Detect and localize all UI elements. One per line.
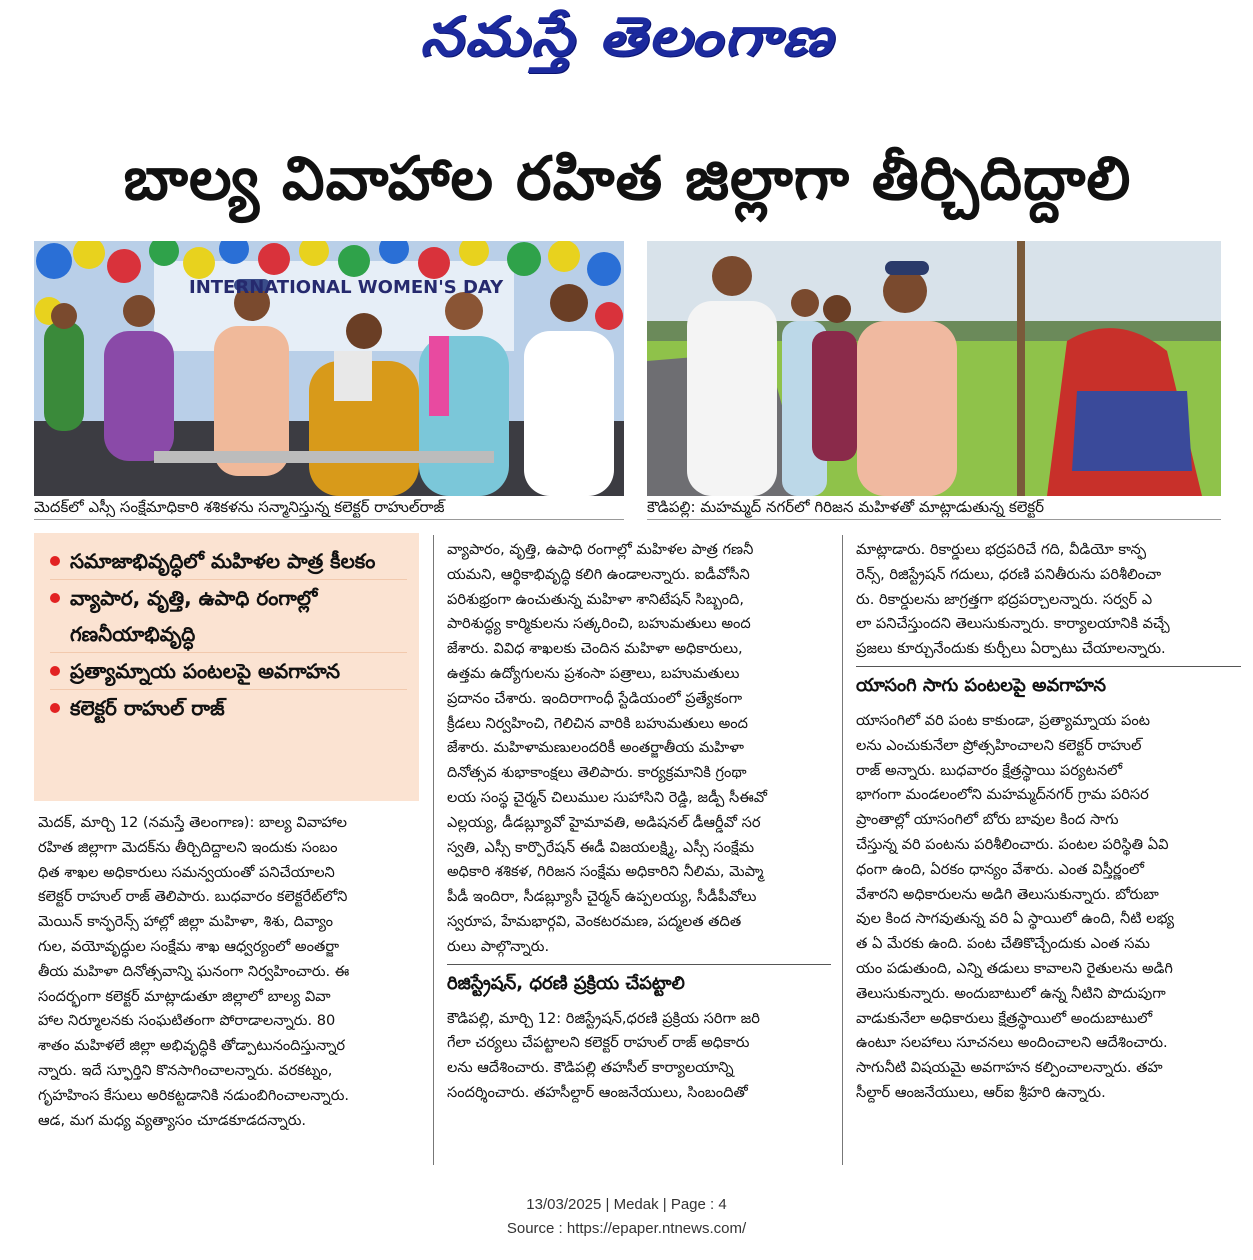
masthead-title: నమస్తే తెలంగాణ <box>419 4 834 68</box>
text-line: తీయ మహిళా దినోత్సవాన్ని ఘనంగా నిర్వహించారు. ఈ <box>38 962 350 980</box>
bullet-icon <box>50 703 60 713</box>
masthead-logo <box>0 2 1253 84</box>
bullet-icon <box>50 593 60 603</box>
bullet-icon <box>50 556 60 566</box>
highlight-item: వ్యాపార, వృత్తి, ఉపాధి రంగాల్లో గణనీయాభివృద్ధి <box>50 580 407 653</box>
photo-right-illustration <box>647 241 1221 496</box>
text-line: క్రీడలు నిర్వహించి, గెలిచిన వారికి బహుమతులు అంద <box>447 714 748 732</box>
text-line: పారిశుద్ధ్య కార్మికులను సత్కరించి, బహుమతులు అంద <box>447 615 751 633</box>
photo-right-caption: కౌడిపల్లి: మహమ్మద్ నగర్‌లో గిరిజన మహిళతో మాట్లాడుతున్న కలెక్టర్ <box>647 495 1221 520</box>
text-line: సందర్భంగా కలెక్టర్ మాట్లాడుతూ జిల్లాలో బాల్య వివా <box>38 987 331 1005</box>
text-line: రు. రికార్డులను జాగ్రత్తగా భద్రపర్చాలన్నారు. సర్వర్ ఎ <box>856 590 1153 608</box>
headline <box>20 138 1235 234</box>
headline-text: బాల్య వివాహాల రహిత జిల్లాగా తీర్చిదిద్దాలి <box>123 144 1132 214</box>
highlight-item: ప్రత్యామ్నాయ పంటలపై అవగాహన <box>50 653 407 690</box>
photo-left-caption: మెదక్‌లో ఎస్సీ సంక్షేమాధికారి శశికళను సన్మానిస్తున్న కలెక్టర్ రాహుల్‌రాజ్ <box>34 495 624 520</box>
text-line: హాల నిర్మూలనకు సంఘటితంగా పోరాడాలన్నారు. 80 <box>38 1012 336 1030</box>
text-line: స్వతి, ఎస్సీ కార్పొరేషన్ ఈడీ విజయలక్ష్మి, ఎస్సీ సంక్షేమ <box>447 838 755 856</box>
text-line: సాగునీటి విషయమై అవగాహన కల్పించాలన్నారు. తహ <box>856 1059 1163 1077</box>
text-line: గేలా చర్యలు చేపట్టాలని కలెక్టర్ రాహుల్ రాజ్ అధికారు <box>447 1034 750 1052</box>
text-line: తెలుసుకున్నారు. అందుబాటులో ఉన్న నీటిని పొదుపుగా <box>856 984 1166 1002</box>
photo-women-day-event <box>34 241 624 496</box>
highlight-item: కలెక్టర్ రాహుల్ రాజ్ <box>50 690 407 726</box>
highlight-item: సమాజాభివృద్ధిలో మహిళల పాత్ర కీలకం <box>50 543 407 580</box>
text-line: త ఏ మేరకు ఉంది. పంట చేతికొచ్చేందుకు ఎంత సమ <box>856 935 1150 953</box>
text-line: చేస్తున్న వరి పంటను పరిశీలించారు. పంటల పరిస్థితి ఏవి <box>856 835 1169 853</box>
article-column-1 <box>38 811 420 1133</box>
subheading-yasangi: యాసంగి సాగు పంటలపై అవగాహన <box>856 666 1241 701</box>
text-line: వాడుకునేలా అధికారులు క్షేత్రస్థాయిలో అందుబాటులో <box>856 1009 1153 1027</box>
text-line: ధిత శాఖల అధికారులు సమన్వయంతో పనిచేయాలని <box>38 863 335 881</box>
text-line: లయ సంస్థ చైర్మన్ చిలుముల సుహాసిని రెడ్డి, జడ్పీ సీఈవో <box>447 788 767 806</box>
text-line: వ్యాపారం, వృత్తి, ఉపాధి రంగాల్లో మహిళల పాత్ర గణనీ <box>447 541 754 558</box>
text-line: జేశారు. వివిధ శాఖలకు చెందిన మహిళా అధికారులు, <box>447 640 743 658</box>
article-column-3 <box>856 538 1241 1106</box>
text-line: లను ఎంచుకునేలా ప్రోత్సహించాలని కలెక్టర్ రాహుల్ <box>856 736 1142 754</box>
text-line: కౌడిపల్లి, మార్చి 12: రిజిస్ట్రేషన్,ధరణి ప్రక్రియ సరిగా జరి <box>447 1009 760 1027</box>
photo-field-visit <box>647 241 1221 496</box>
highlights-box <box>34 533 419 801</box>
photo-left-illustration <box>34 241 624 496</box>
text-line: పరిశుభ్రంగా ఉంచుతున్న మహిళా శానిటేషన్ సిబ్బంది, <box>447 590 744 608</box>
text-line: లను ఆదేశించారు. కౌడిపల్లి తహసీల్ కార్యాలయాన్ని <box>447 1059 734 1077</box>
text-line: మెదక్, మార్చి 12 (నమస్తే తెలంగాణ): బాల్య వివాహాల <box>38 814 347 831</box>
text-line: రహిత జిల్లాగా మెదక్‌ను తీర్చిదిద్దాలని ఇందుకు సంబం <box>38 838 338 856</box>
text-line: ఉత్తమ ఉద్యోగులను ప్రశంసా పత్రాలు, బహుమతులు <box>447 664 740 682</box>
column-divider <box>842 535 843 1165</box>
text-line: యం పడుతుంది, ఎన్ని తడులు కావాలని రైతులను అడిగి <box>856 959 1173 977</box>
footer-source-link[interactable]: Source : https://epaper.ntnews.com/ <box>506 1220 747 1237</box>
text-line: వుల కింద సాగవుతున్న వరి ఏ స్థాయిలో ఉంది, నీటి లభ్య <box>856 910 1174 928</box>
text-line: దినోత్సవ శుభాకాంక్షలు తెలిపారు. కార్యక్రమానికి గ్రంథా <box>447 764 747 782</box>
column-divider <box>433 535 434 1165</box>
text-line: సందర్శించారు. తహసీల్దార్ ఆంజనేయులు, సింబందితో <box>447 1083 748 1101</box>
text-line: కలెక్టర్ రాహుల్ రాజ్ తెలిపారు. బుధవారం కలెక్టరేట్‌లోని <box>38 888 348 906</box>
text-line: రెన్స్, రిజిస్ట్రేషన్ గదులు, ధరణి పనితీరును పరిశీలించా <box>856 565 1162 583</box>
text-line: ప్రాంతాల్లో యాసంగిలో బోరు బావుల కింద సాగు <box>856 811 1119 829</box>
footer-date-line: 13/03/2025 | Medak | Page : 4 <box>526 1196 727 1213</box>
text-line: రులు పాల్గొన్నారు. <box>447 937 550 955</box>
event-banner-text: INTERNATIONAL WOMEN'S DAY <box>189 277 504 298</box>
text-line: లా పనిచేస్తుందని తెలుసుకున్నారు. కార్యాలయానికి వచ్చే <box>856 615 1170 633</box>
text-line: అధికారి శశికళ, గిరిజన సంక్షేమ అధికారిని నీలిమ, మెప్మా <box>447 863 764 881</box>
bullet-icon <box>50 666 60 676</box>
text-line: మెయిన్ కాన్ఫరెన్స్ హాల్లో జిల్లా మహిళా, శిశు, దివ్యాం <box>38 913 334 931</box>
text-line: గుల, వయోవృద్ధుల సంక్షేమ శాఖ ఆధ్వర్యంలో అంతర్జా <box>38 937 340 955</box>
text-line: ప్రజలు కూర్చునేందుకు కుర్చీలు ఏర్పాటు చేయాలన్నారు. <box>856 640 1166 658</box>
subheading-registration: రిజిస్ట్రేషన్, ధరణి ప్రక్రియ చేపట్టాలి <box>447 964 831 999</box>
text-line: న్నారు. ఇదే స్ఫూర్తిని కొనసాగించాలన్నారు. వరకట్నం, <box>38 1061 333 1079</box>
text-line: ప్రదానం చేశారు. ఇందిరాగాంధీ స్టేడియంలో ప్రత్యేకంగా <box>447 689 743 707</box>
text-line: వేశారని అధికారులను అడిగి తెలుసుకున్నారు. బోరుబా <box>856 885 1159 903</box>
text-line: ఆడ, మగ మధ్య వ్యత్యాసం చూడకూడదన్నారు. <box>38 1111 307 1129</box>
text-line: సీల్దార్ ఆంజనేయులు, ఆర్ఐ శ్రీహరి ఉన్నారు. <box>856 1083 1106 1101</box>
article-column-2 <box>447 538 831 1106</box>
text-line: పీడీ ఇందిరా, సీడబ్ల్యూసీ చైర్మన్ ఉప్పలయ్య, సీడీపీవోలు <box>447 888 757 906</box>
text-line: జేశారు. మహిళామణులందరికీ అంతర్జాతీయ మహిళా <box>447 739 744 757</box>
text-line: యాసంగిలో వరి పంట కాకుండా, ప్రత్యామ్నాయ పంట <box>856 711 1151 729</box>
text-line: మాట్లాడారు. రికార్డులు భద్రపరిచే గది, వీడియో కాన్ఫ <box>856 541 1147 558</box>
text-line: భాగంగా మండలంలోని మహమ్మద్‌నగర్ గ్రామ పరిసర <box>856 786 1149 804</box>
text-line: ధంగా ఉంది, ఏరకం ధాన్యం వేశారు. ఎంత విస్తీర్ణంలో <box>856 860 1144 878</box>
text-line: శాతం మహిళలే జిల్లా అభివృద్ధికి తోడ్పాటునందిస్తున్నార <box>38 1037 346 1055</box>
text-line: ఎల్లయ్య, డీడబ్ల్యూవో హైమావతి, అడిషనల్ డీఆర్డీవో సర <box>447 813 761 831</box>
text-line: ఉంటూ సలహాలు సూచనలు అందించాలని ఆదేశించారు. <box>856 1034 1168 1052</box>
text-line: గృహహింస కేసులు అరికట్టడానికి నడుంబిగించాలన్నారు. <box>38 1086 350 1104</box>
text-line: యమని, ఆర్థికాభివృద్ధి కలిగి ఉండాలన్నారు. ఐడీవోసీని <box>447 565 750 583</box>
text-line: రాజ్ అన్నారు. బుధవారం క్షేత్రస్థాయి పర్యటనలో <box>856 761 1123 779</box>
text-line: స్వరూప, హేమభార్గవి, వెంకటరమణ, పద్మలత తదిత <box>447 912 742 930</box>
